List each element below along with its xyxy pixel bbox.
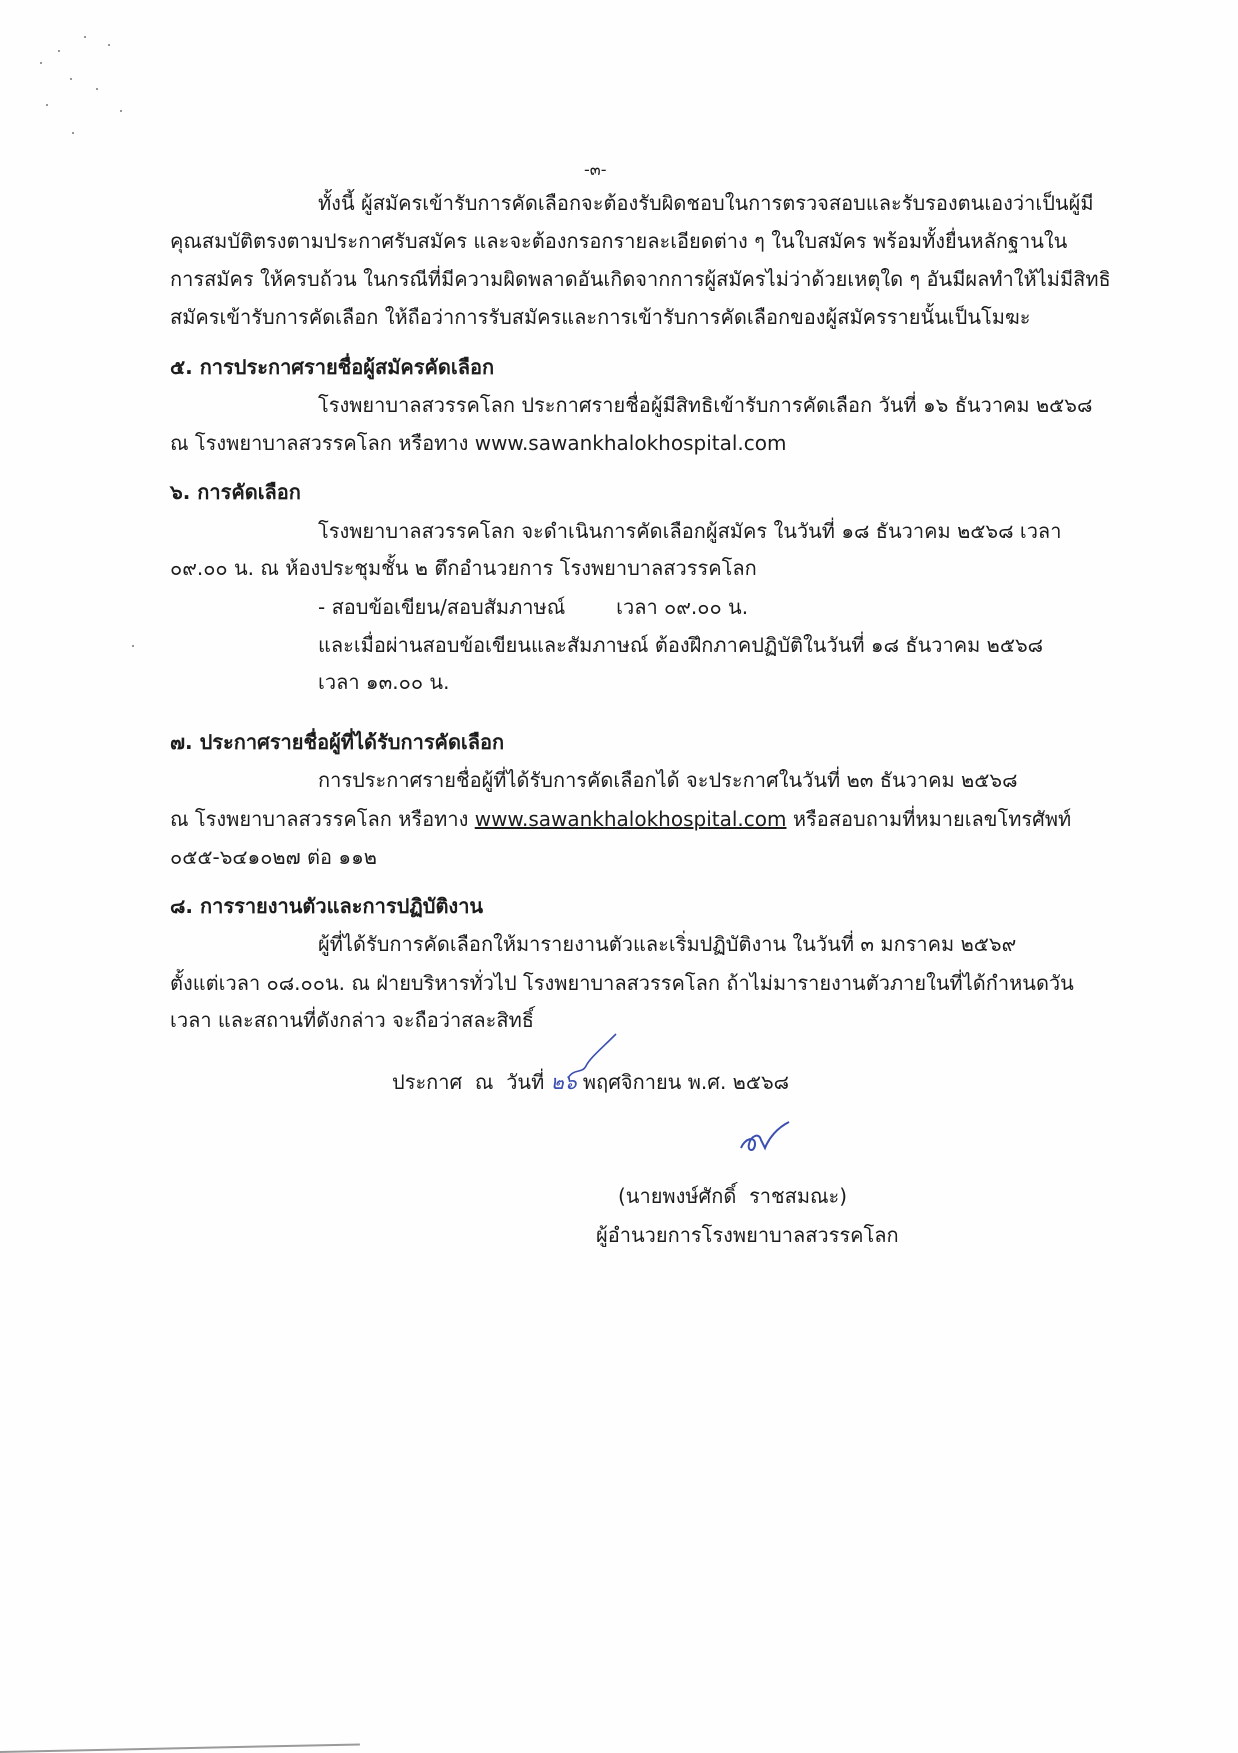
section-8-line-1: ผู้ที่ได้รับการคัดเลือกให้มารายงานตัวและเริ่มปฏิบัติงาน ในวันที่ ๓ มกราคม ๒๕๖๙ bbox=[318, 932, 1017, 956]
announcement-suffix: พฤศจิกายน พ.ศ. ๒๕๖๘ bbox=[582, 1070, 790, 1094]
section-5-heading: ๕. การประกาศรายชื่อผู้สมัครคัดเลือก bbox=[170, 355, 495, 379]
section-7-heading: ๗. ประกาศรายชื่อผู้ที่ได้รับการคัดเลือก bbox=[170, 730, 505, 754]
section-6-line-3: - สอบข้อเขียน/สอบสัมภาษณ์ เวลา ๐๙.๐๐ น. bbox=[318, 595, 749, 619]
scan-speck bbox=[46, 104, 48, 106]
signature-icon bbox=[735, 1118, 795, 1158]
section-7-line-1: การประกาศรายชื่อผู้ที่ได้รับการคัดเลือกได้ จะประกาศในวันที่ ๒๓ ธันวาคม ๒๕๖๘ bbox=[318, 768, 1018, 792]
handwritten-day: ๒๖ bbox=[550, 1070, 577, 1094]
section-7-line-2-prefix: ณ โรงพยาบาลสวรรคโลก หรือทาง bbox=[170, 807, 475, 831]
section-6-line-2: ๐๙.๐๐ น. ณ ห้องประชุมชั้น ๒ ตึกอำนวยการ โรงพยาบาลสวรรคโลก bbox=[170, 556, 757, 580]
scan-speck bbox=[108, 44, 110, 46]
section-8-line-2: ตั้งแต่เวลา ๐๘.๐๐น. ณ ฝ่ายบริหารทั่วไป โรงพยาบาลสวรรคโลก ถ้าไม่มารายงานตัวภายในที่ได้กำหนดวัน bbox=[170, 971, 1074, 995]
signatory-position: ผู้อำนวยการโรงพยาบาลสวรรคโลก bbox=[596, 1223, 899, 1247]
section-5-line-1: โรงพยาบาลสวรรคโลก ประกาศรายชื่อผู้มีสิทธิเข้ารับการคัดเลือก วันที่ ๑๖ ธันวาคม ๒๕๖๘ bbox=[318, 393, 1093, 417]
section-6-line-1: โรงพยาบาลสวรรคโลก จะดำเนินการคัดเลือกผู้สมัคร ในวันที่ ๑๘ ธันวาคม ๒๕๖๘ เวลา bbox=[318, 519, 1062, 543]
scan-speck bbox=[58, 50, 60, 52]
intro-line-1: ทั้งนี้ ผู้สมัครเข้ารับการคัดเลือกจะต้องรับผิดชอบในการตรวจสอบและรับรองตนเองว่าเป็นผู้มี bbox=[318, 191, 1094, 215]
scan-speck bbox=[96, 88, 98, 90]
section-6-line-4: และเมื่อผ่านสอบข้อเขียนและสัมภาษณ์ ต้องฝึกภาคปฏิบัติในวันที่ ๑๘ ธันวาคม ๒๕๖๘ bbox=[318, 633, 1044, 657]
section-7-line-2 bbox=[170, 804, 1071, 834]
scan-edge-line bbox=[0, 1743, 360, 1753]
signatory-name: (นายพงษ์ศักดิ์ ราชสมณะ) bbox=[618, 1184, 848, 1208]
section-8-heading: ๘. การรายงานตัวและการปฏิบัติงาน bbox=[170, 894, 484, 918]
section-6-line-5: เวลา ๑๓.๐๐ น. bbox=[318, 670, 450, 694]
page-number: -๓- bbox=[584, 160, 607, 179]
section-8-line-3: เวลา และสถานที่ดังกล่าว จะถือว่าสละสิทธิ์ bbox=[170, 1008, 534, 1032]
handwritten-date-stroke bbox=[560, 1030, 620, 1090]
section-7-line-2-suffix: หรือสอบถามที่หมายเลขโทรศัพท์ bbox=[786, 807, 1072, 831]
section-5-line-2: ณ โรงพยาบาลสวรรคโลก หรือทาง www.sawankhalokhospital.com bbox=[170, 431, 787, 455]
section-6-heading: ๖. การคัดเลือก bbox=[170, 480, 301, 504]
scan-speck bbox=[72, 132, 74, 134]
scan-speck bbox=[120, 110, 122, 112]
section-7-line-3: ๐๕๕-๖๔๑๐๒๗ ต่อ ๑๑๒ bbox=[170, 845, 377, 869]
scan-speck bbox=[70, 78, 72, 80]
scan-speck bbox=[132, 645, 134, 647]
hospital-website-link[interactable]: www.sawankhalokhospital.com bbox=[474, 807, 787, 831]
scan-speck bbox=[40, 62, 42, 64]
intro-line-3: การสมัคร ให้ครบถ้วน ในกรณีที่มีความผิดพลาดอันเกิดจากการผู้สมัครไม่ว่าด้วยเหตุใด ๆ อันมีผลทำให้ไม่มีสิทธิ bbox=[170, 267, 1111, 291]
announcement-prefix: ประกาศ ณ วันที่ bbox=[392, 1070, 545, 1094]
intro-line-4: สมัครเข้ารับการคัดเลือก ให้ถือว่าการรับสมัครและการเข้ารับการคัดเลือกของผู้สมัครรายนั้นเป็นโมฆะ bbox=[170, 305, 1031, 329]
scan-speck bbox=[84, 36, 86, 38]
intro-line-2: คุณสมบัติตรงตามประกาศรับสมัคร และจะต้องกรอกรายละเอียดต่าง ๆ ในใบสมัคร พร้อมทั้งยื่นหลักฐานใน bbox=[170, 229, 1068, 253]
